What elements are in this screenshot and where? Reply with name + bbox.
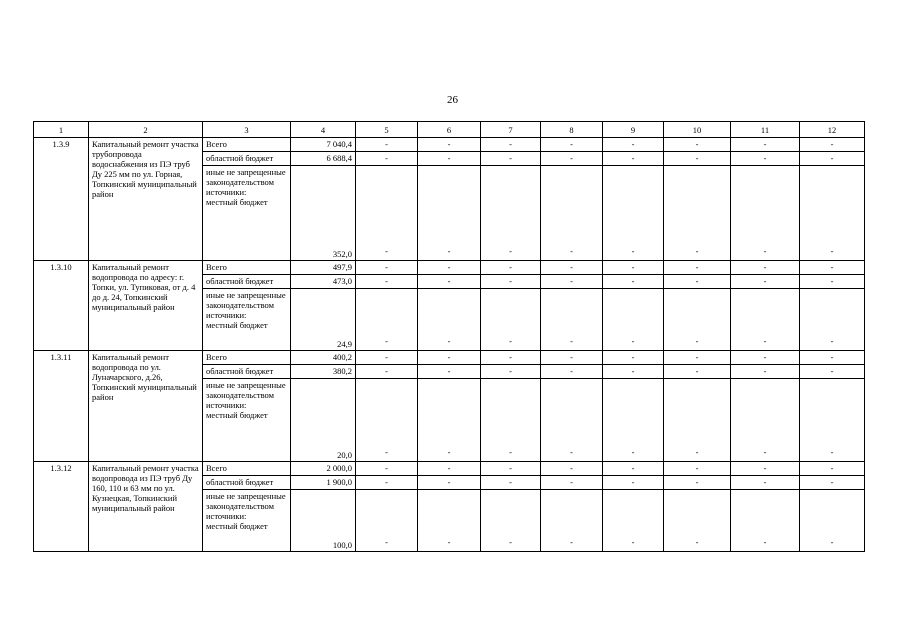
dash-cell: - — [541, 138, 603, 152]
dash-cell: - — [731, 138, 800, 152]
other-sources-label: иные не запрещенные законодательством источники: — [206, 290, 286, 320]
dash-cell: - — [481, 138, 541, 152]
column-header: 6 — [418, 122, 481, 138]
dash-cell: - — [481, 152, 541, 166]
source-other-cell — [203, 289, 291, 351]
dash-cell: - — [481, 490, 541, 552]
dash-cell: - — [731, 462, 800, 476]
column-header: 2 — [89, 122, 203, 138]
dash-cell: - — [418, 289, 481, 351]
dash-cell: - — [603, 289, 664, 351]
regional-value: 380,2 — [291, 365, 356, 379]
dash-cell: - — [481, 261, 541, 275]
dash-cell: - — [603, 152, 664, 166]
dash-cell: - — [731, 365, 800, 379]
dash-cell: - — [664, 275, 731, 289]
total-value: 400,2 — [291, 351, 356, 365]
dash-cell: - — [541, 490, 603, 552]
column-header: 10 — [664, 122, 731, 138]
dash-cell: - — [418, 379, 481, 462]
dash-cell: - — [664, 365, 731, 379]
dash-cell: - — [800, 138, 865, 152]
dash-cell: - — [356, 152, 418, 166]
item-name: Капитальный ремонт участка трубопровода водоснабжения из ПЭ труб Ду 225 мм по ул. Горная, Топкинский муниципальный район — [89, 138, 203, 261]
dash-cell: - — [356, 490, 418, 552]
dash-cell: - — [541, 275, 603, 289]
dash-cell: - — [481, 289, 541, 351]
other-sources-label: иные не запрещенные законодательством источники: — [206, 167, 286, 197]
local-budget-label: местный бюджет — [206, 320, 268, 330]
dash-cell: - — [731, 351, 800, 365]
dash-cell: - — [800, 275, 865, 289]
dash-cell: - — [731, 379, 800, 462]
dash-cell: - — [731, 261, 800, 275]
dash-cell: - — [800, 166, 865, 261]
dash-cell: - — [418, 152, 481, 166]
dash-cell: - — [541, 476, 603, 490]
dash-cell: - — [603, 351, 664, 365]
dash-cell: - — [664, 152, 731, 166]
item-number: 1.3.11 — [34, 351, 89, 462]
dash-cell: - — [731, 275, 800, 289]
dash-cell: - — [731, 490, 800, 552]
dash-cell: - — [731, 166, 800, 261]
column-header: 8 — [541, 122, 603, 138]
local-budget-label: местный бюджет — [206, 197, 268, 207]
regional-value: 6 688,4 — [291, 152, 356, 166]
local-value: 24,9 — [291, 289, 356, 351]
dash-cell: - — [356, 379, 418, 462]
dash-cell: - — [800, 351, 865, 365]
dash-cell: - — [664, 462, 731, 476]
dash-cell: - — [418, 365, 481, 379]
dash-cell: - — [800, 289, 865, 351]
dash-cell: - — [800, 261, 865, 275]
dash-cell: - — [541, 462, 603, 476]
dash-cell: - — [603, 138, 664, 152]
local-value: 20,0 — [291, 379, 356, 462]
dash-cell: - — [664, 490, 731, 552]
source-total-label: Всего — [203, 462, 291, 476]
item-number: 1.3.12 — [34, 462, 89, 552]
dash-cell: - — [481, 476, 541, 490]
dash-cell: - — [541, 379, 603, 462]
source-regional-label: областной бюджет — [203, 275, 291, 289]
page-number: 26 — [447, 94, 458, 106]
dash-cell: - — [481, 275, 541, 289]
budget-table — [33, 121, 865, 552]
other-sources-label: иные не запрещенные законодательством источники: — [206, 380, 286, 410]
regional-value: 473,0 — [291, 275, 356, 289]
dash-cell: - — [731, 476, 800, 490]
dash-cell: - — [418, 261, 481, 275]
dash-cell: - — [603, 476, 664, 490]
dash-cell: - — [731, 289, 800, 351]
source-regional-label: областной бюджет — [203, 152, 291, 166]
dash-cell: - — [418, 476, 481, 490]
table-row — [34, 351, 865, 365]
item-name: Капитальный ремонт участка водопровода из ПЭ труб Ду 160, 110 и 63 мм по ул. Кузнецкая, Топкинский муниципальный район — [89, 462, 203, 552]
dash-cell: - — [800, 462, 865, 476]
dash-cell: - — [356, 462, 418, 476]
dash-cell: - — [800, 476, 865, 490]
dash-cell: - — [603, 365, 664, 379]
source-total-label: Всего — [203, 351, 291, 365]
item-name: Капитальный ремонт водопровода по адресу: г. Топки, ул. Тупиковая, от д. 4 до д. 24, Топкинский муниципальный район — [89, 261, 203, 351]
total-value: 2 000,0 — [291, 462, 356, 476]
total-value: 7 040,4 — [291, 138, 356, 152]
dash-cell: - — [603, 275, 664, 289]
dash-cell: - — [418, 166, 481, 261]
table-body — [34, 122, 865, 552]
dash-cell: - — [481, 365, 541, 379]
item-name: Капитальный ремонт водопровода по ул. Луначарского, д.26, Топкинский муниципальный район — [89, 351, 203, 462]
dash-cell: - — [800, 490, 865, 552]
dash-cell: - — [731, 152, 800, 166]
header-row — [34, 122, 865, 138]
dash-cell: - — [481, 379, 541, 462]
dash-cell: - — [603, 379, 664, 462]
dash-cell: - — [800, 379, 865, 462]
local-budget-label: местный бюджет — [206, 521, 268, 531]
dash-cell: - — [800, 152, 865, 166]
source-other-cell — [203, 379, 291, 462]
dash-cell: - — [541, 289, 603, 351]
regional-value: 1 900,0 — [291, 476, 356, 490]
dash-cell: - — [356, 166, 418, 261]
dash-cell: - — [356, 365, 418, 379]
dash-cell: - — [664, 289, 731, 351]
dash-cell: - — [541, 261, 603, 275]
source-total-label: Всего — [203, 261, 291, 275]
dash-cell: - — [800, 365, 865, 379]
dash-cell: - — [481, 462, 541, 476]
dash-cell: - — [603, 261, 664, 275]
dash-cell: - — [356, 476, 418, 490]
column-header: 7 — [481, 122, 541, 138]
dash-cell: - — [418, 490, 481, 552]
dash-cell: - — [664, 138, 731, 152]
local-value: 352,0 — [291, 166, 356, 261]
other-sources-label: иные не запрещенные законодательством источники: — [206, 491, 286, 521]
column-header: 5 — [356, 122, 418, 138]
dash-cell: - — [664, 166, 731, 261]
source-other-cell — [203, 490, 291, 552]
local-value: 100,0 — [291, 490, 356, 552]
dash-cell: - — [541, 166, 603, 261]
column-header: 12 — [800, 122, 865, 138]
item-number: 1.3.9 — [34, 138, 89, 261]
item-number: 1.3.10 — [34, 261, 89, 351]
source-total-label: Всего — [203, 138, 291, 152]
column-header: 11 — [731, 122, 800, 138]
dash-cell: - — [664, 379, 731, 462]
dash-cell: - — [418, 462, 481, 476]
column-header: 3 — [203, 122, 291, 138]
dash-cell: - — [541, 365, 603, 379]
table-row — [34, 138, 865, 152]
dash-cell: - — [418, 275, 481, 289]
column-header: 4 — [291, 122, 356, 138]
dash-cell: - — [603, 490, 664, 552]
column-header: 9 — [603, 122, 664, 138]
dash-cell: - — [356, 138, 418, 152]
dash-cell: - — [356, 289, 418, 351]
dash-cell: - — [356, 351, 418, 365]
dash-cell: - — [664, 261, 731, 275]
dash-cell: - — [356, 275, 418, 289]
source-regional-label: областной бюджет — [203, 476, 291, 490]
column-header: 1 — [34, 122, 89, 138]
source-other-cell — [203, 166, 291, 261]
total-value: 497,9 — [291, 261, 356, 275]
dash-cell: - — [356, 261, 418, 275]
dash-cell: - — [418, 138, 481, 152]
dash-cell: - — [541, 351, 603, 365]
table-row — [34, 462, 865, 476]
dash-cell: - — [603, 462, 664, 476]
dash-cell: - — [418, 351, 481, 365]
dash-cell: - — [664, 351, 731, 365]
source-regional-label: областной бюджет — [203, 365, 291, 379]
table-row — [34, 261, 865, 275]
dash-cell: - — [541, 152, 603, 166]
dash-cell: - — [664, 476, 731, 490]
dash-cell: - — [481, 351, 541, 365]
local-budget-label: местный бюджет — [206, 410, 268, 420]
dash-cell: - — [481, 166, 541, 261]
dash-cell: - — [603, 166, 664, 261]
